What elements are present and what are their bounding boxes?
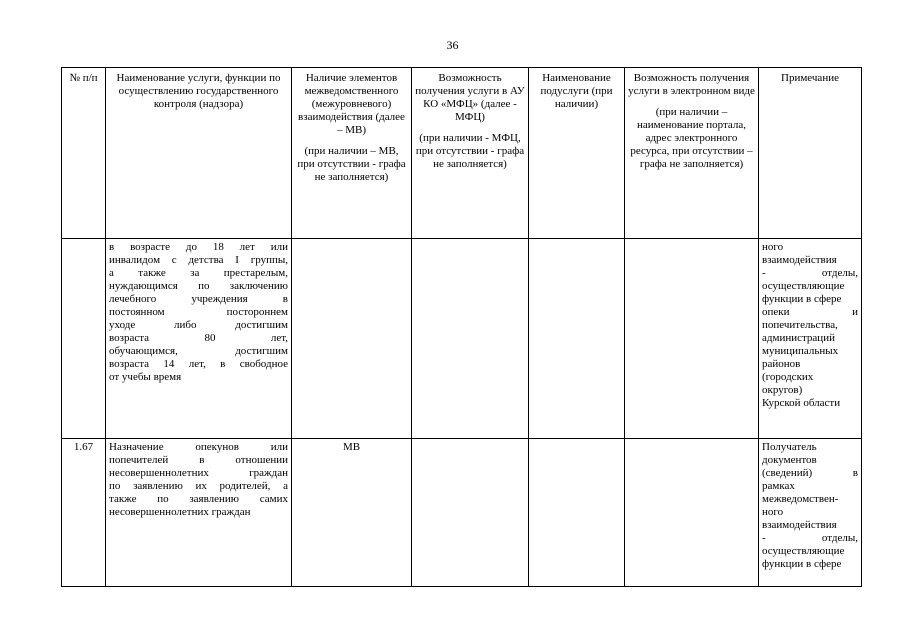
header-name: Наименование услуги, функции по осуществлению государственного контроля (надзора) (106, 68, 292, 239)
header-mv: Наличие элементов межведомственного (межуровневого) взаимодействия (далее – МВ) (при наличии – МВ, при отсутствии - графа не заполняется) (292, 68, 412, 239)
cell-subservice (529, 439, 625, 587)
services-table (61, 67, 862, 587)
cell-note: Получатель документов (сведений) в рамках межведомствен- ного взаимодействия - отделы, осуществляющие функции в сфере (759, 439, 862, 587)
header-mfc: Возможность получения услуги в АУ КО «МФЦ» (далее - МФЦ) (при наличии - МФЦ, при отсутствии - графа не заполняется) (412, 68, 529, 239)
cell-num: 1.67 (62, 439, 106, 587)
cell-name: Назначение опекунов или попечителей в отношении несовершеннолетних граждан по заявлению их родителей, а также по заявлению самих несовершеннолетних граждан (106, 439, 292, 587)
header-subservice: Наименование подуслуги (при наличии) (529, 68, 625, 239)
cell-num (62, 239, 106, 439)
page-number: 36 (446, 38, 459, 52)
header-electronic: Возможность получения услуги в электронном виде (при наличии – наименование портала, адрес электронного ресурса, при отсутствии – графа не заполняется) (625, 68, 759, 239)
cell-electronic (625, 439, 759, 587)
cell-mfc (412, 239, 529, 439)
cell-mv (292, 239, 412, 439)
table-row (62, 239, 862, 439)
cell-name: в возрасте до 18 лет или инвалидом с детства I группы, а также за престарелым, нуждающимся по заключению лечебного учреждения в постоянном постороннем уходе либо достигшим возраста 80 лет, обучающимся, достигшим возраста 14 лет, в свободное от учебы время (106, 239, 292, 439)
cell-mv: МВ (292, 439, 412, 587)
cell-subservice (529, 239, 625, 439)
header-num: № п/п (62, 68, 106, 239)
cell-mfc (412, 439, 529, 587)
cell-note: ного взаимодействия - отделы, осуществляющие функции в сфере опеки и попечительства, администраций муниципальных районов (городских округов) Курской области (759, 239, 862, 439)
cell-electronic (625, 239, 759, 439)
table-row (62, 439, 862, 587)
table-header-row (62, 68, 862, 239)
header-note: Примечание (759, 68, 862, 239)
